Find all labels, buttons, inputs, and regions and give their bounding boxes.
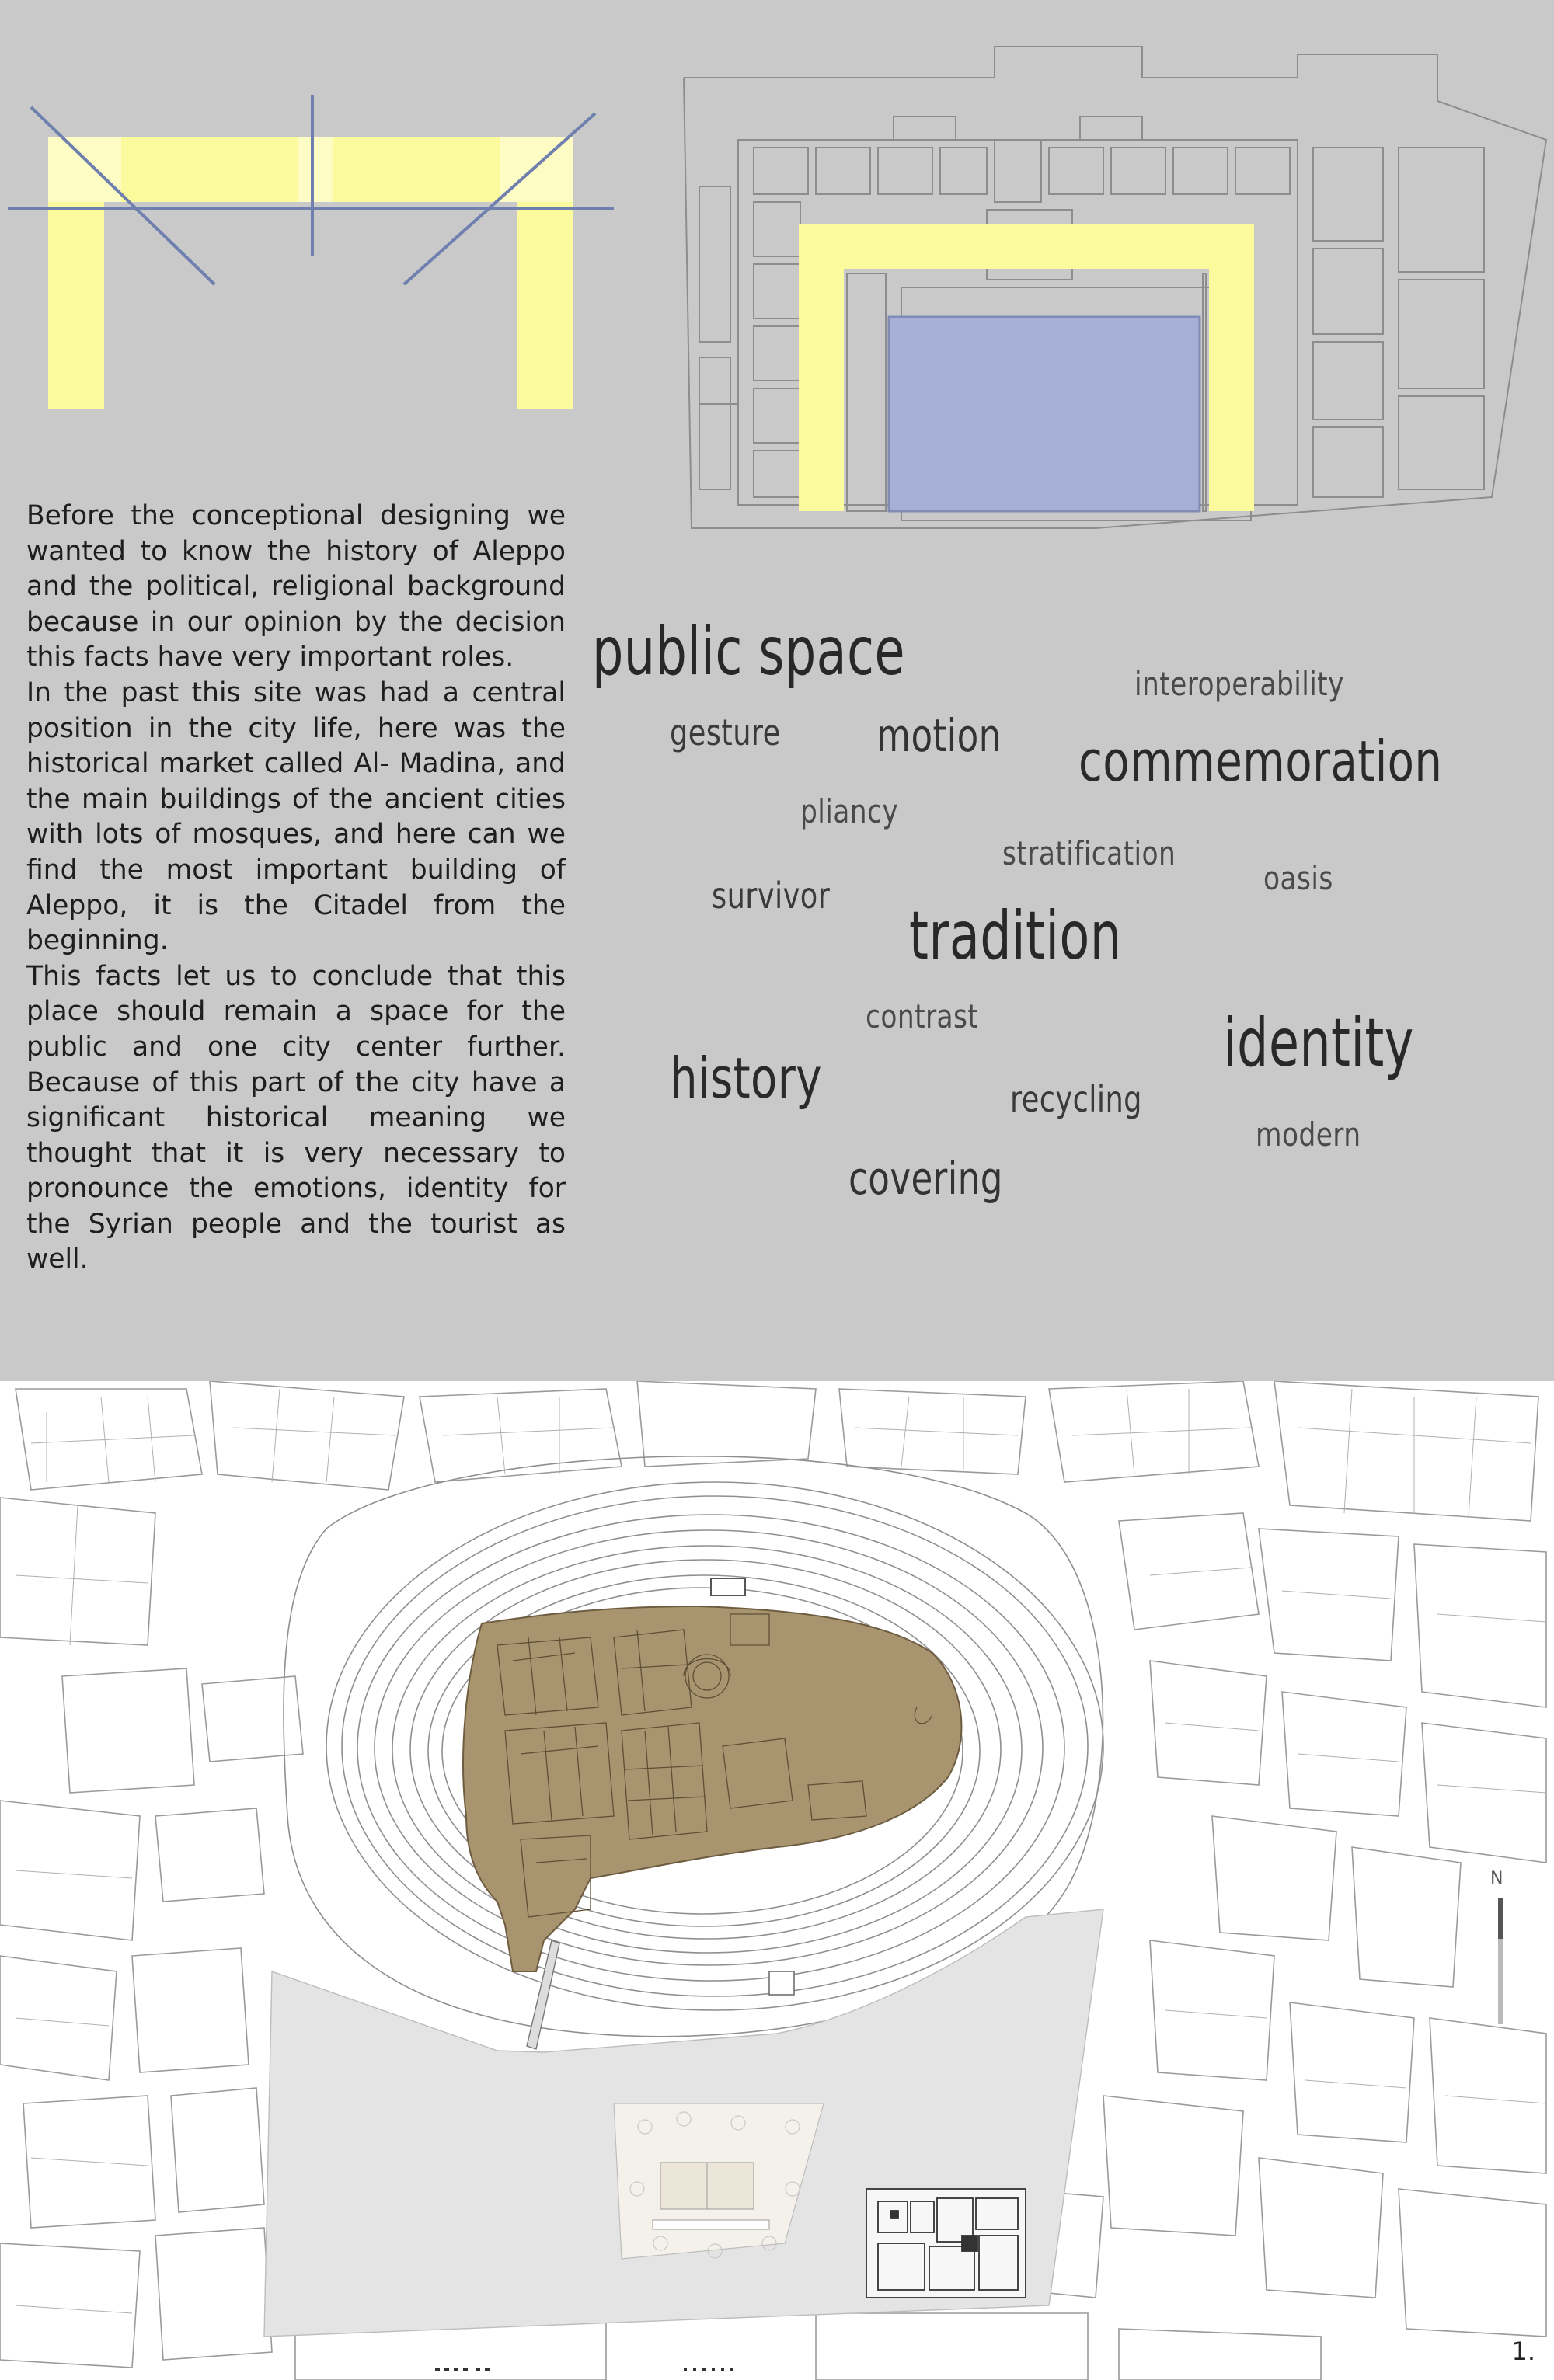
intro-paragraph-3: This facts let us to conclude that this place should remain a space for the public and one city center further. Because of this part of the city have a significant historical meaning we thought that it is very necessary to pronounce the emotions, identity for the Syrian people and the tourist as well.	[26, 960, 566, 1275]
word-modern: modern	[1256, 1115, 1361, 1153]
museum-plan	[866, 2189, 1026, 2298]
intro-text	[26, 499, 566, 1278]
north-arrow-icon	[1481, 1867, 1520, 2030]
plan-courtyard	[889, 317, 1200, 511]
intro-paragraph-1: Before the conceptional designing we wanted to know the history of Aleppo and the political, religional background because in our opinion by the decision this facts have very important roles.	[26, 500, 566, 673]
word-tradition: tradition	[909, 897, 1122, 975]
word-survivor: survivor	[712, 875, 831, 917]
word-identity: identity	[1223, 1004, 1414, 1082]
word-covering: covering	[848, 1152, 1003, 1205]
citadel-gate-south	[769, 1971, 794, 1995]
word-interoperability: interoperability	[1134, 665, 1344, 703]
word-recycling: recycling	[1010, 1078, 1142, 1120]
word-commemoration: commemoration	[1078, 729, 1443, 794]
word-motion: motion	[876, 709, 1002, 762]
intro-paragraph-2: In the past this site was had a central position in the city life, here was the historical market called Al- Madina, and the main buildings of the ancient cities with lots of mosques, and here can we find the most important building of Aleppo, it is the Citadel from the beginning.	[26, 677, 566, 957]
concept-diagram	[0, 85, 622, 419]
page-number: 1.	[1511, 2337, 1535, 2366]
word-contrast: contrast	[866, 997, 979, 1035]
word-gesture: gesture	[670, 712, 781, 753]
word-stratification: stratification	[1002, 834, 1176, 872]
word-public-space: public space	[592, 613, 905, 691]
site-map	[0, 1381, 1554, 2380]
word-oasis: oasis	[1263, 859, 1333, 897]
word-history: history	[670, 1046, 822, 1111]
building-plan	[676, 31, 1554, 536]
word-cloud	[575, 590, 1554, 1258]
word-pliancy: pliancy	[800, 792, 899, 830]
north-label: N	[1490, 1869, 1503, 1888]
citadel-gate-north	[711, 1578, 745, 1595]
